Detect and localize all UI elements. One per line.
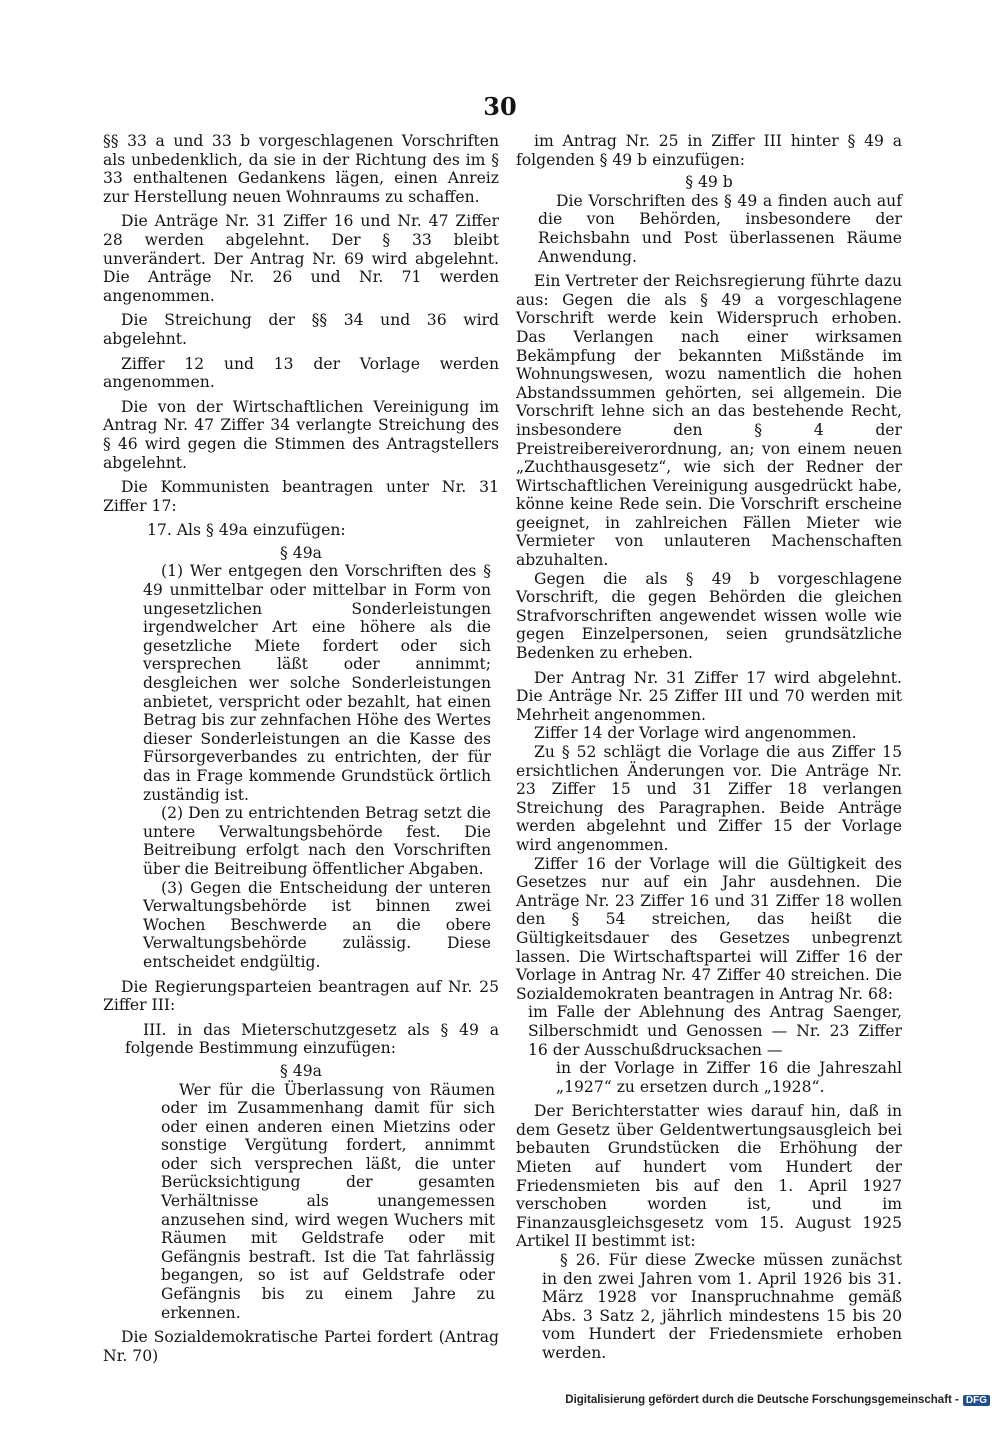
- paragraph: Die Kommunisten beantragen unter Nr. 31 Ziffer 17:: [103, 478, 499, 515]
- section-heading: § 49a: [280, 543, 322, 562]
- left-column: [103, 132, 499, 1365]
- paragraph: (1) Wer entgegen den Vorschriften des § 49 unmittelbar oder mittelbar in Form von ungesetzlichen Sonderleistungen irgendwelcher Art eine höhere als die gesetzliche Miete fordert oder sich versprechen läßt oder annimmt; desgleichen wer solche Sonderleistungen anbietet, verspricht oder bezahlt, hat einen Betrag bis zur zehnfachen Höhe des Wertes dieser Sonderleistungen an die Kasse des Fürsorgeverbandes zu entrichten, der für das in Frage kommende Grundstück örtlich zuständig ist.: [143, 562, 491, 804]
- section-heading: § 49a: [280, 1061, 322, 1080]
- paragraph: § 26. Für diese Zwecke müssen zunächst in den zwei Jahren vom 1. April 1926 bis 31. März 1928 vor Inanspruchnahme gemäß Abs. 3 Satz 2, jährlich mindestens 15 bis 20 vom Hundert der Friedensmiete erhoben werden.: [542, 1251, 902, 1362]
- paragraph: in der Vorlage in Ziffer 16 die Jahreszahl „1927“ zu ersetzen durch „1928“.: [556, 1059, 902, 1096]
- paragraph: Ziffer 12 und 13 der Vorlage werden angenommen.: [103, 354, 499, 392]
- paragraph: §§ 33 a und 33 b vorgeschlagenen Vorschriften als unbedenklich, da sie in der Richtung des im § 33 enthaltenen Gedankens lägen, einen Anreiz zur Herstellung neuen Wohnraums zu schaffen.: [103, 132, 499, 206]
- paragraph: (3) Gegen die Entscheidung der unteren Verwaltungsbehörde ist binnen zwei Wochen Beschwerde an die obere Verwaltungsbehörde zulässig. Diese entscheidet endgültig.: [143, 878, 491, 971]
- paragraph: Ein Vertreter der Reichsregierung führte dazu aus: Gegen die als § 49 a vorgeschlagene Vorschrift werde kein Widerspruch erhoben. Das Verlangen nach einer wirksamen Bekämpfung der bekannten Mißstände im Wohnungswesen, wozu namentlich die hohen Abstandssummen gehörten, sei allgemein. Die Vorschrift lehne sich an das bestehende Recht, insbesondere den § 4 der Preistreibereiverordnung, an; von einem neuen „Zuchthausgesetz“, wie sich der Redner der Wirtschaftlichen Vereinigung ausgedrückt habe, könne keine Rede sein. Die Vorschrift erscheine geeignet, in zahlreichen Fällen Mieter wie Vermieter von unlauteren Machenschaften abzuhalten.: [516, 272, 902, 570]
- paragraph: im Falle der Ablehnung des Antrag Saenger, Silberschmidt und Genossen — Nr. 23 Ziffer 16 der Ausschußdrucksachen —: [528, 1003, 902, 1059]
- paragraph: Die von der Wirtschaftlichen Vereinigung im Antrag Nr. 47 Ziffer 34 verlangte Streichung des § 46 wird gegen die Stimmen des Antragstellers abgelehnt.: [103, 397, 499, 472]
- paragraph: Der Berichterstatter wies darauf hin, daß in dem Gesetz über Geldentwertungsausgleich bei bebauten Grundstücken die Erhöhung der Mieten auf hundert vom Hundert der Friedensmieten bis auf den 1. April 1927 verschoben worden ist, und im Finanzausgleichsgesetz vom 15. August 1925 Artikel II bestimmt ist:: [516, 1102, 902, 1251]
- paragraph: Die Regierungsparteien beantragen auf Nr. 25 Ziffer III:: [103, 977, 499, 1015]
- paragraph: Die Anträge Nr. 31 Ziffer 16 und Nr. 47 Ziffer 28 werden abgelehnt. Der § 33 bleibt unverändert. Der Antrag Nr. 69 wird abgelehnt. Die Anträge Nr. 26 und Nr. 71 werden angenommen.: [103, 212, 499, 305]
- paragraph: Zu § 52 schlägt die Vorlage die aus Ziffer 15 ersichtlichen Änderungen vor. Die Anträge Nr. 23 Ziffer 15 und 31 Ziffer 18 verlangen Streichung des Paragraphen. Beide Anträge werden abgelehnt und Ziffer 15 der Vorlage wird angenommen.: [516, 743, 902, 854]
- paragraph: Wer für die Überlassung von Räumen oder im Zusammenhang damit für sich oder einen anderen einen Mietzins oder sonstige Vergütung fordert, annimmt oder sich versprechen läßt, die unter Berücksichtigung der gesamten Verhältnisse als unangemessen anzusehen sind, wird wegen Wuchers mit Räumen mit Geldstrafe oder mit Gefängnis bestraft. Ist die Tat fahrlässig begangen, so ist auf Geldstrafe oder Gefängnis bis zu einem Jahre zu erkennen.: [161, 1080, 495, 1322]
- right-column: [516, 132, 902, 1363]
- paragraph: Gegen die als § 49 b vorgeschlagene Vorschrift, die gegen Behörden die gleichen Strafvorschriften angewendet wissen wolle wie gegen Einzelpersonen, seien grundsätzliche Bedenken zu erheben.: [516, 569, 902, 663]
- paragraph: Die Streichung der §§ 34 und 36 wird abgelehnt.: [103, 311, 499, 348]
- paragraph: (2) Den zu entrichtenden Betrag setzt die untere Verwaltungsbehörde fest. Die Beitreibung erfolgt nach den Vorschriften über die Beitreibung öffentlicher Abgaben.: [143, 804, 491, 878]
- dfg-logo: DFG: [963, 1395, 990, 1406]
- paragraph: III. in das Mieterschutzgesetz als § 49 a folgende Bestimmung einzufügen:: [125, 1020, 499, 1058]
- paragraph: im Antrag Nr. 25 in Ziffer III hinter § 49 a folgenden § 49 b einzufügen:: [516, 132, 902, 169]
- section-heading: § 49 b: [685, 173, 733, 192]
- paragraph: Ziffer 16 der Vorlage will die Gültigkeit des Gesetzes nur auf ein Jahr ausdehnen. Die Anträge Nr. 23 Ziffer 16 und 31 Ziffer 18 wollen den § 54 streichen, das heißt die Gültigkeitsdauer des Gesetzes unbegrenzt lassen. Die Wirtschaftspartei will Ziffer 16 der Vorlage in Antrag Nr. 47 Ziffer 40 streichen. Die Sozialdemokraten beantragen in Antrag Nr. 68:: [516, 854, 902, 1003]
- page-number: 30: [483, 92, 517, 121]
- paragraph: Der Antrag Nr. 31 Ziffer 17 wird abgelehnt. Die Anträge Nr. 25 Ziffer III und 70 werden mit Mehrheit angenommen.: [516, 668, 902, 724]
- paragraph: Die Sozialdemokratische Partei fordert (Antrag Nr. 70): [103, 1328, 499, 1365]
- paragraph: Ziffer 14 der Vorlage wird angenommen.: [534, 724, 857, 743]
- footer-credit: [565, 1394, 990, 1406]
- list-item: 17. Als § 49a einzufügen:: [147, 521, 346, 540]
- paragraph: Die Vorschriften des § 49 a finden auch auf die von Behörden, insbesondere der Reichsbahn und Post überlassenen Räume Anwendung.: [538, 191, 902, 266]
- footer-text: Digitalisierung gefördert durch die Deutsche Forschungsgemeinschaft -: [565, 1394, 959, 1406]
